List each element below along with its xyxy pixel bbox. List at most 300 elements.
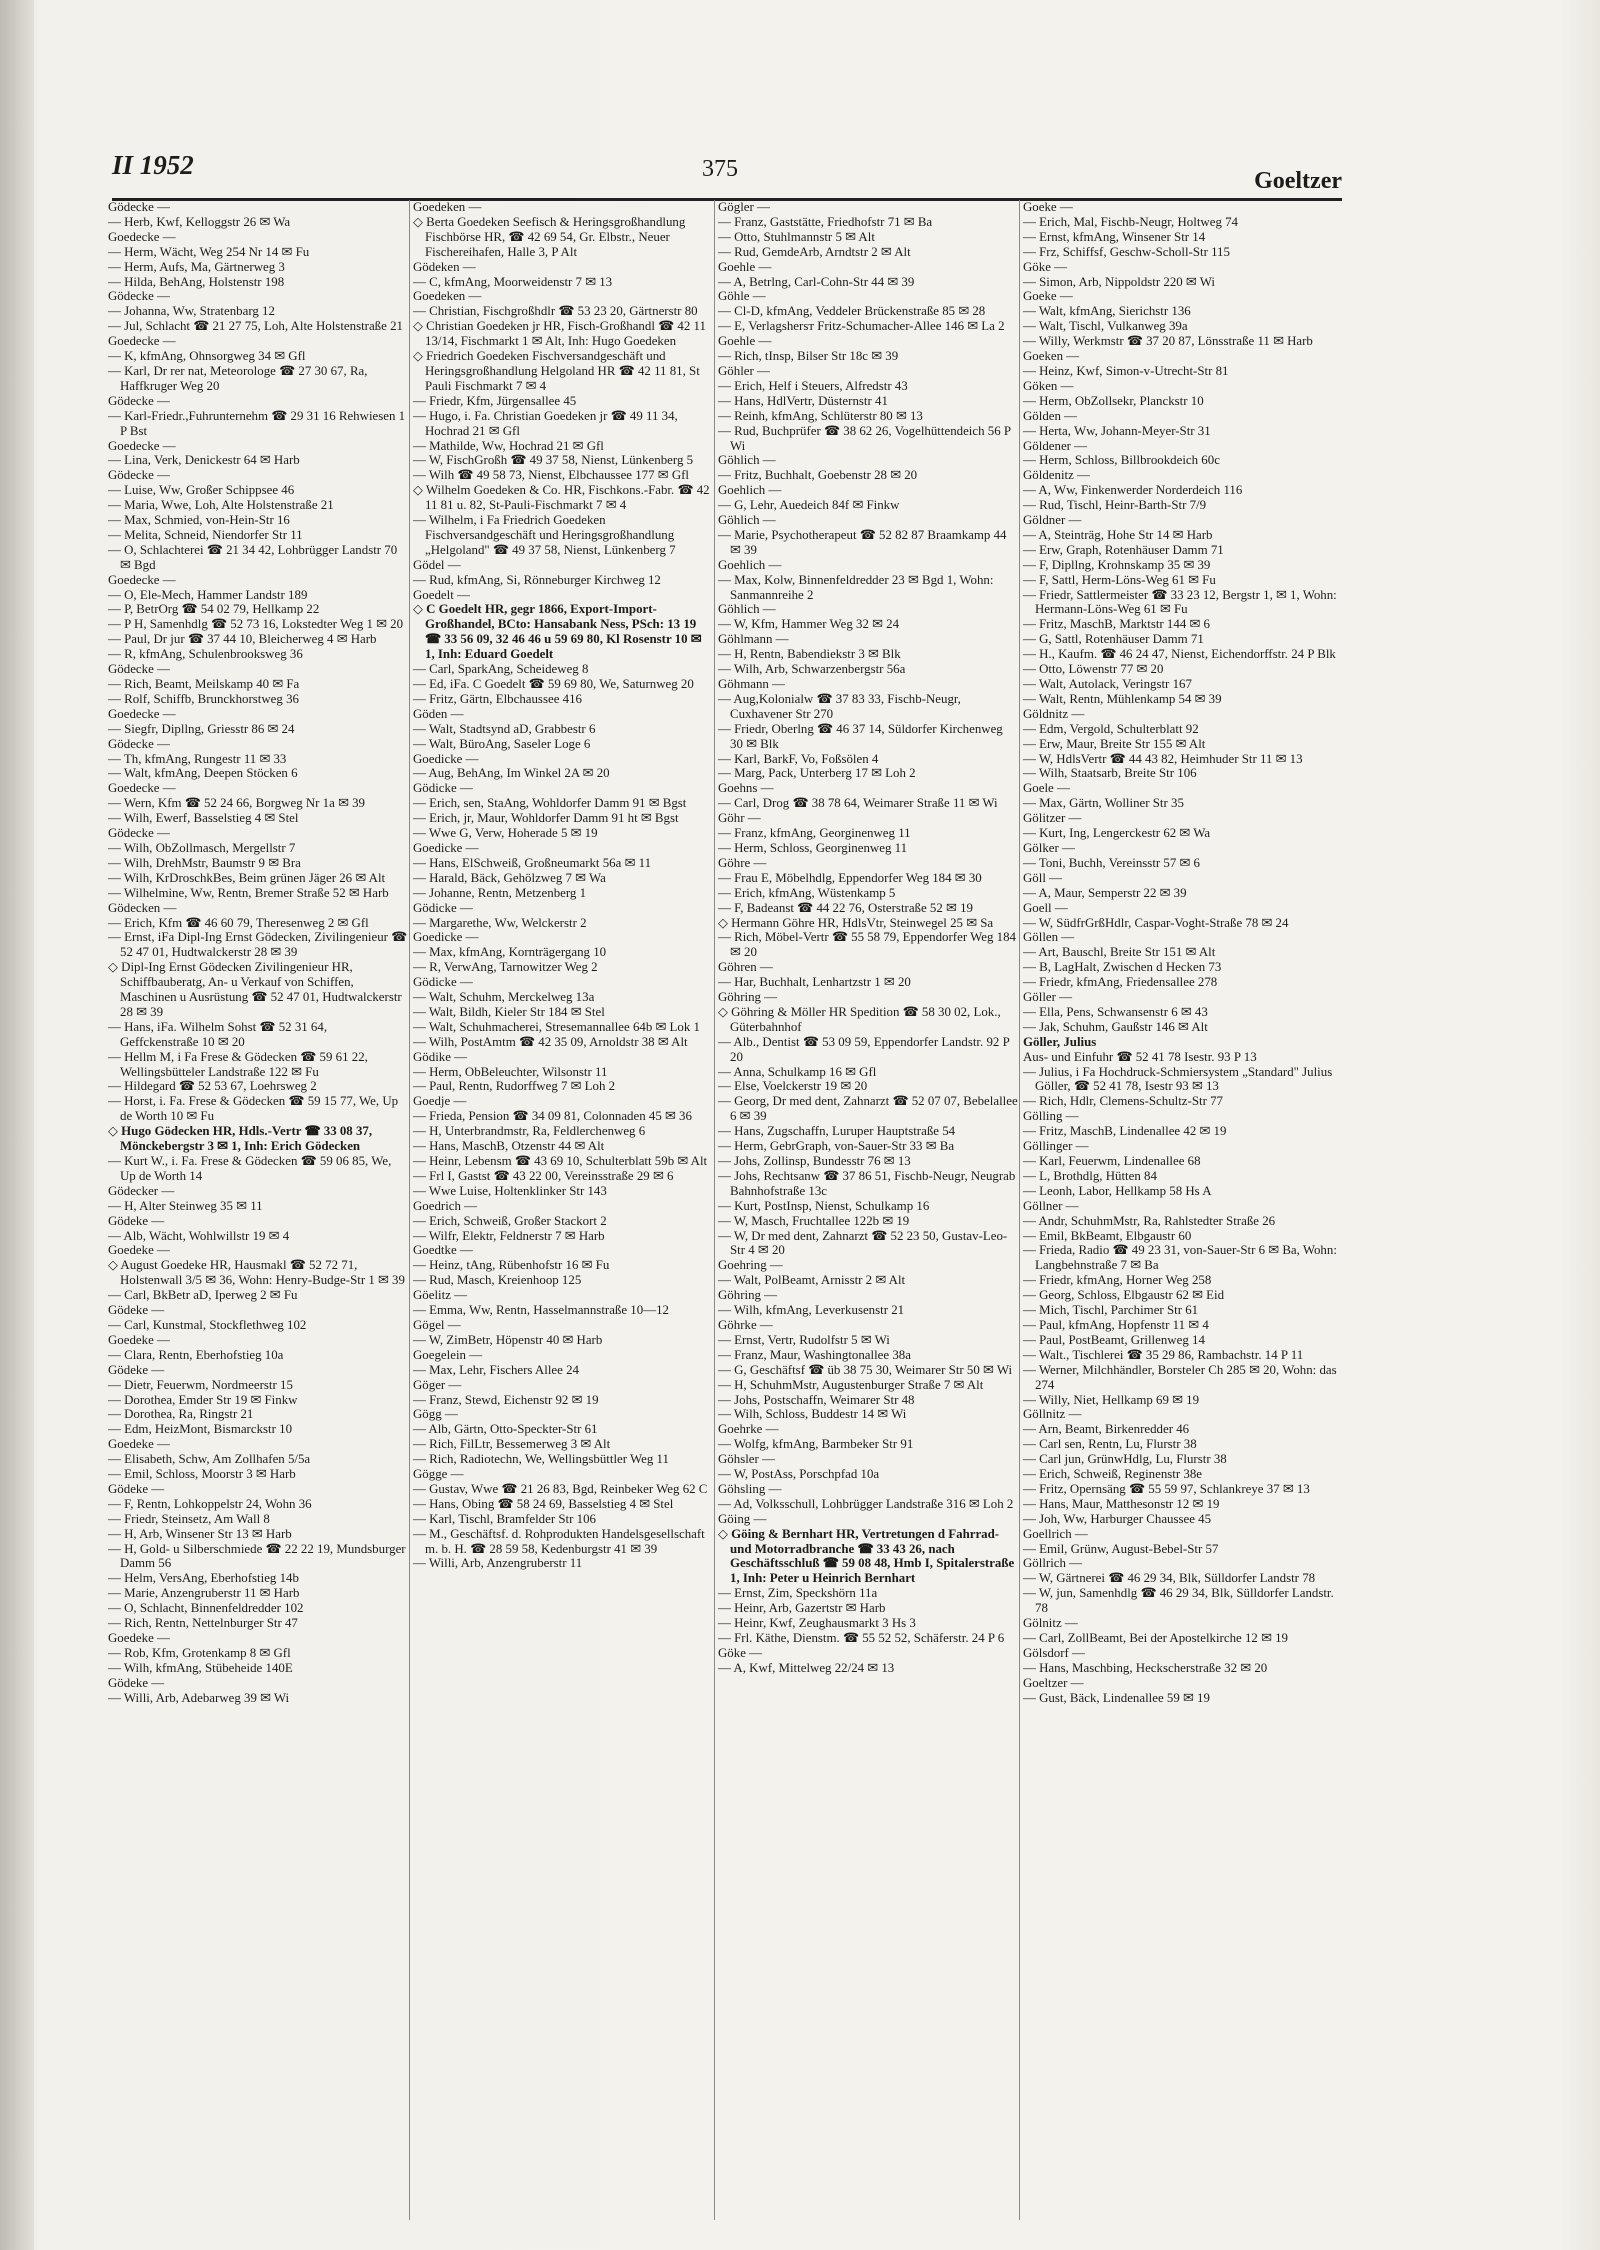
directory-entry: — Karl, Tischl, Bramfelder Str 106 <box>413 1511 596 1526</box>
directory-entry: — W, SüdfrGrßHdlr, Caspar-Voght-Straße 78 ✉ 24 <box>1023 915 1289 930</box>
directory-entry: Gödecke — <box>108 468 170 483</box>
directory-entry: — Har, Buchhalt, Lenhartzstr 1 ✉ 20 <box>718 975 911 990</box>
directory-entry: — Johs, Rechtsanw ☎ 37 86 51, Fischb-Neugr, Neugrab Bahnhofstraße 13c <box>718 1168 1019 1198</box>
directory-entry: Goedelt — <box>413 587 470 602</box>
directory-entry: Göllnitz — <box>1023 1407 1082 1422</box>
directory-entry: — Mathilde, Ww, Hochrad 21 ✉ Gfl <box>413 438 604 453</box>
directory-entry: Göhlich — <box>718 513 776 528</box>
directory-entry: — Wern, Kfm ☎ 52 24 66, Borgweg Nr 1a ✉ 39 <box>108 796 365 811</box>
directory-entry: — Franz, Gaststätte, Friedhofstr 71 ✉ Ba <box>718 214 933 229</box>
directory-entry: — Carl, ZollBeamt, Bei der Apostelkirche 12 ✉ 19 <box>1023 1631 1288 1645</box>
directory-entry: Goedecke — <box>108 334 176 349</box>
directory-entry: — Maria, Wwe, Loh, Alte Holstenstraße 21 <box>108 498 334 513</box>
directory-entry: — Horst, i. Fa. Frese & Gödecken ☎ 59 15 77, We, Up de Worth 10 ✉ Fu <box>108 1094 402 1124</box>
directory-entry: — Georg, Schloss, Elbgaustr 62 ✉ Eid <box>1023 1288 1225 1303</box>
directory-entry: — Herm, Wächt, Weg 254 Nr 14 ✉ Fu <box>108 244 310 259</box>
directory-entry: — A, Maur, Semperstr 22 ✉ 39 <box>1023 885 1187 900</box>
directory-entry: — Georg, Dr med dent, Zahnarzt ☎ 52 07 07, Bebelallee 6 ✉ 39 <box>718 1094 1018 1124</box>
directory-entry: — Rud, Masch, Kreienhoop 125 <box>413 1273 582 1288</box>
directory-entry: — Walt, PolBeamt, Arnisstr 2 ✉ Alt <box>718 1273 906 1288</box>
directory-entry: — Rich, Hdlr, Clemens-Schultz-Str 77 <box>1023 1094 1223 1109</box>
directory-entry: — Paul, PostBeamt, Grillenweg 14 <box>1023 1332 1205 1347</box>
directory-entry: Gölker — <box>1023 840 1075 855</box>
directory-entry: — Frz, Schiffsf, Geschw-Scholl-Str 115 <box>1023 244 1230 259</box>
directory-entry: — Hans, Maur, Matthesonstr 12 ✉ 19 <box>1023 1496 1220 1511</box>
directory-entry: ◇ Hugo Gödecken HR, Hdls.-Vertr ☎ 33 08 37, Mönckebergstr 3 ✉ 1, Inh: Erich Gödecken <box>108 1124 376 1154</box>
directory-entry: — Emil, Grünw, August-Bebel-Str 57 <box>1023 1541 1219 1556</box>
directory-entry: — Rich, Radiotechn, We, Wellingsbüttler Weg 11 <box>413 1452 669 1467</box>
directory-entry: Goedecke — <box>108 438 176 453</box>
directory-entry: — Hans, Obing ☎ 58 24 69, Basselstieg 4 ✉ Stel <box>413 1496 674 1511</box>
directory-entry: — Walt, kfmAng, Deepen Stöcken 6 <box>108 766 298 781</box>
directory-entry: — Walt, Schuhmacherei, Stresemannallee 64b ✉ Lok 1 <box>413 1019 700 1034</box>
directory-entry: — Aug, BehAng, Im Winkel 2A ✉ 20 <box>413 766 610 781</box>
page-header <box>112 138 1342 201</box>
directory-entry: — Rud, GemdeArb, Arndtstr 2 ✉ Alt <box>718 244 911 259</box>
directory-entry: — H, Unterbrandmstr, Ra, Feldlerchenweg 6 <box>413 1124 646 1139</box>
directory-entry: Göll — <box>1023 870 1063 885</box>
directory-entry: — Ed, iFa. C Goedelt ☎ 59 69 80, We, Saturnweg 20 <box>413 677 694 691</box>
directory-entry: — Wilh, Staatsarb, Breite Str 106 <box>1023 766 1197 781</box>
directory-entry: — Marie, Psychotherapeut ☎ 52 82 87 Braamkamp 44 ✉ 39 <box>718 527 1010 557</box>
directory-entry: Gödecken — <box>108 900 177 915</box>
directory-entry: — Franz, kfmAng, Georginenweg 11 <box>718 826 911 841</box>
directory-entry: — Rud, Buchprüfer ☎ 38 62 26, Vogelhüttendeich 56 P Wi <box>718 423 1014 453</box>
directory-entry: — F, Badeanst ☎ 44 22 76, Osterstraße 52 ✉ 19 <box>718 900 973 915</box>
directory-entry: — Fritz, MaschB, Marktstr 144 ✉ 6 <box>1023 617 1210 632</box>
directory-entry: — Wilhelmine, Ww, Rentn, Bremer Straße 52 ✉ Harb <box>108 885 389 900</box>
directory-entry: — C, kfmAng, Moorweidenstr 7 ✉ 13 <box>413 274 613 289</box>
directory-entry: — Rich, Rentn, Nettelnburger Str 47 <box>108 1616 298 1631</box>
directory-entry: — Karl, Feuerwm, Lindenallee 68 <box>1023 1154 1201 1168</box>
directory-entry: — Mich, Tischl, Parchimer Str 61 <box>1023 1303 1199 1318</box>
directory-entry: ◇ Hermann Göhre HR, HdlsVtr, Steinwegel 25 ✉ Sa <box>718 915 994 930</box>
directory-entry: — Reinh, kfmAng, Schlüterstr 80 ✉ 13 <box>718 408 923 423</box>
directory-entry: — Frl I, Gastst ☎ 43 22 00, Vereinsstraße 29 ✉ 6 <box>413 1168 674 1183</box>
column-divider <box>714 200 715 2220</box>
directory-entry: Goedecke — <box>108 229 176 244</box>
directory-entry: Goehle — <box>718 334 772 349</box>
directory-entry: — W, PostAss, Porschpfad 10a <box>718 1467 880 1482</box>
directory-entry: — Hildegard ☎ 52 53 67, Loehrsweg 2 <box>108 1079 317 1094</box>
directory-entry: — Erich, kfmAng, Wüstenkamp 5 <box>718 885 896 900</box>
directory-entry: Gögg — <box>413 1407 458 1422</box>
directory-entry: — Anna, Schulkamp 16 ✉ Gfl <box>718 1064 877 1079</box>
directory-entry: — Harald, Bäck, Gehölzweg 7 ✉ Wa <box>413 870 606 885</box>
directory-entry: — Rich, tInsp, Bilser Str 18c ✉ 39 <box>718 349 899 364</box>
directory-entry: — Hans, ElSchweiß, Großneumarkt 56a ✉ 11 <box>413 855 652 870</box>
directory-entry: Goedeken — <box>413 200 482 214</box>
directory-entry: — Walt, kfmAng, Sierichstr 136 <box>1023 304 1191 319</box>
directory-entry: Göhler — <box>718 363 770 378</box>
directory-entry: — Clara, Rentn, Eberhofstieg 10a <box>108 1347 284 1362</box>
directory-entry: — Jul, Schlacht ☎ 21 27 75, Loh, Alte Holstenstraße 21 <box>108 319 403 334</box>
directory-entry: — Frau E, Möbelhdlg, Eppendorfer Weg 184 ✉ 30 <box>718 870 982 885</box>
directory-entry: — Wwe G, Verw, Hoherade 5 ✉ 19 <box>413 826 598 841</box>
directory-entry: — Erich, Schweiß, Reginenstr 38e <box>1023 1467 1202 1482</box>
directory-entry: Göke — <box>1023 259 1068 274</box>
directory-entry: ◇ Dipl-Ing Ernst Gödecken Zivilingenieur HR, Schiffbauberatg, An- u Verkauf von Schiffen, Maschinen u Ausrüstung ☎ 52 47 01, Hudtwalckerstr 28 ✉ 39 <box>108 960 405 1019</box>
directory-entry: — Rich, FilLtr, Bessemerweg 3 ✉ Alt <box>413 1437 611 1452</box>
directory-entry: — W, Masch, Fruchtallee 122b ✉ 19 <box>718 1213 910 1228</box>
directory-entry: — Wwe Luise, Holtenklinker Str 143 <box>413 1183 607 1198</box>
directory-entry: — Max, Gärtn, Wolliner Str 35 <box>1023 796 1184 811</box>
directory-entry: Göllner — <box>1023 1198 1079 1213</box>
directory-entry: — Herm, Schloss, Billbrookdeich 60c <box>1023 453 1220 468</box>
directory-entry: — Joh, Ww, Harburger Chaussee 45 <box>1023 1511 1212 1526</box>
directory-entry: Goedicke — <box>413 840 479 855</box>
directory-entry: — Frl. Käthe, Dienstm. ☎ 55 52 52, Schäferstr. 24 P 6 <box>718 1631 1005 1645</box>
directory-entry: — G, Geschäftsf ☎ üb 38 75 30, Weimarer Str 50 ✉ Wi <box>718 1362 1013 1377</box>
directory-entry: — Heinr, Arb, Gazertstr ✉ Harb <box>718 1601 886 1616</box>
directory-entry: Goegelein — <box>413 1347 483 1362</box>
directory-entry: — Wolfg, kfmAng, Barmbeker Str 91 <box>718 1437 914 1452</box>
directory-entry: Goedeke — <box>108 1437 170 1452</box>
directory-entry: — Walt, Rentn, Mühlenkamp 54 ✉ 39 <box>1023 691 1222 706</box>
directory-entry: Goehns — <box>718 781 774 796</box>
directory-entry: — Wilh, kfmAng, Leverkusenstr 21 <box>718 1303 905 1318</box>
header-page-number: 375 <box>702 156 738 182</box>
directory-entry: — Paul, Rentn, Rudorffweg 7 ✉ Loh 2 <box>413 1079 616 1094</box>
directory-entry: Gögge — <box>413 1467 464 1482</box>
directory-entry: — G, Sattl, Rotenhäuser Damm 71 <box>1023 632 1204 647</box>
directory-entry: — Emil, BkBeamt, Elbgaustr 60 <box>1023 1228 1192 1243</box>
directory-entry: — Emil, Schloss, Moorstr 3 ✉ Harb <box>108 1467 296 1482</box>
directory-entry: — Erw, Graph, Rotenhäuser Damm 71 <box>1023 542 1224 557</box>
directory-entry: — Otto, Stuhlmannstr 5 ✉ Alt <box>718 229 875 244</box>
directory-entry: Gödicke — <box>413 781 473 796</box>
directory-entry: — Willy, Werkmstr ☎ 37 20 87, Lönsstraße 11 ✉ Harb <box>1023 334 1313 349</box>
directory-entry: — H, Gold- u Silberschmiede ☎ 22 22 19, Mundsburger Damm 56 <box>108 1541 409 1571</box>
directory-entry: Goedicke — <box>413 751 479 766</box>
directory-entry: Goedeke — <box>108 1243 170 1258</box>
page-binding-shadow <box>0 0 34 2250</box>
directory-entry: — Siegfr, Dipllng, Griesstr 86 ✉ 24 <box>108 721 295 736</box>
directory-entry: — Else, Voelckerstr 19 ✉ 20 <box>718 1079 868 1094</box>
directory-entry: ◇ Christian Goedeken jr HR, Fisch-Großhandl ☎ 42 11 13/14, Fischmarkt 1 ✉ Alt, Inh: Hugo Goedeken <box>413 319 710 349</box>
directory-entry: Goeken — <box>1023 349 1080 364</box>
directory-entry: — K, kfmAng, Ohnsorgweg 34 ✉ Gfl <box>108 349 306 364</box>
directory-entry: — Paul, kfmAng, Hopfenstr 11 ✉ 4 <box>1023 1317 1209 1332</box>
directory-entry: — Lina, Verk, Denickestr 64 ✉ Harb <box>108 453 300 468</box>
directory-entry: — Gustav, Wwe ☎ 21 26 83, Bgd, Reinbeker Weg 62 C <box>413 1481 708 1496</box>
directory-entry: Goedicke — <box>413 930 479 945</box>
directory-entry: Goeke — <box>1023 200 1073 214</box>
directory-entry: Goedtke — <box>413 1243 473 1258</box>
directory-entry: — Erich, Helf i Steuers, Alfredstr 43 <box>718 378 908 393</box>
directory-entry: Gödeke — <box>108 1303 165 1318</box>
directory-entry: — Erw, Maur, Breite Str 155 ✉ Alt <box>1023 736 1206 751</box>
directory-entry: Göldner — <box>1023 513 1082 528</box>
directory-entry: Goedecke — <box>108 572 176 587</box>
directory-entry: — Carl, BkBetr aD, Iperweg 2 ✉ Fu <box>108 1288 298 1303</box>
directory-entry: Gödecke — <box>108 393 170 408</box>
directory-entry: Göllrich — <box>1023 1556 1083 1571</box>
directory-entry: Göllinger — <box>1023 1139 1089 1154</box>
directory-entry: — Friedr, Kfm, Jürgensallee 45 <box>413 393 577 408</box>
column-4 <box>1023 200 1341 2230</box>
directory-entry: — Hellm M, i Fa Frese & Gödecken ☎ 59 61 22, Wellingsbütteler Landstraße 122 ✉ Fu <box>108 1049 371 1079</box>
directory-entry: — Wilh, Arb, Schwarzenbergstr 56a <box>718 662 906 677</box>
directory-entry: — Alb, Gärtn, Otto-Speckter-Str 61 <box>413 1422 598 1437</box>
directory-entry: — Max, Schmied, von-Hein-Str 16 <box>108 513 290 528</box>
directory-entry: — W, Gärtnerei ☎ 46 29 34, Blk, Sülldorfer Landstr 78 <box>1023 1571 1316 1586</box>
directory-entry: — Wilhelm, i Fa Friedrich Goedeken Fischversandgeschäft und Heringsgroßhandlung „Helgoland" ☎ 49 37 58, Nienst, Lünkenberg 7 <box>413 513 678 557</box>
directory-entry: — P, BetrOrg ☎ 54 02 79, Hellkamp 22 <box>108 602 320 617</box>
directory-entry: — Walt, Schuhm, Merckelweg 13a <box>413 990 595 1005</box>
directory-entry: — O, Schlachterei ☎ 21 34 42, Lohbrügger Landstr 70 ✉ Bgd <box>108 542 401 572</box>
directory-entry: — Ad, Volksschull, Lohbrügger Landstraße 316 ✉ Loh 2 <box>718 1496 1014 1511</box>
directory-entry: Göken — <box>1023 378 1074 393</box>
directory-entry: Goedrich — <box>413 1198 478 1213</box>
directory-entry: — Rob, Kfm, Grotenkamp 8 ✉ Gfl <box>108 1645 291 1660</box>
directory-entry: — H, Rentn, Babendiekstr 3 ✉ Blk <box>718 647 901 662</box>
directory-entry: — Wilh, KrDroschkBes, Beim grünen Jäger 26 ✉ Alt <box>108 870 386 885</box>
directory-entry: — Johanna, Ww, Stratenbarg 12 <box>108 304 275 319</box>
directory-entry: — F, Dipllng, Krohnskamp 35 ✉ 39 <box>1023 557 1211 572</box>
directory-entry: Gödeke — <box>108 1675 165 1690</box>
directory-entry: — Fritz, Buchhalt, Goebenstr 28 ✉ 20 <box>718 468 918 483</box>
directory-entry: — A, Ww, Finkenwerder Norderdeich 116 <box>1023 483 1243 498</box>
directory-entry: Gögler — <box>718 200 770 214</box>
directory-entry: — Marg, Pack, Unterberg 17 ✉ Loh 2 <box>718 766 916 781</box>
header-catchword: Goeltzer <box>1254 168 1342 194</box>
directory-entry: Gödeke — <box>108 1481 165 1496</box>
directory-entry: — Andr, SchuhmMstr, Ra, Rahlstedter Straße 26 <box>1023 1213 1276 1228</box>
directory-entry: ◇ Friedrich Goedeken Fischversandgeschäft und Heringsgroßhandlung Helgoland HR ☎ 42 11 81, St Pauli Fischmarkt 7 ✉ 4 <box>413 349 704 393</box>
directory-entry: Göhlmann — <box>718 632 789 647</box>
directory-entry: — Christian, Fischgroßhdlr ☎ 53 23 20, Gärtnerstr 80 <box>413 304 698 319</box>
directory-entry: — H, SchuhmMstr, Augustenburger Straße 7 ✉ Alt <box>718 1377 984 1392</box>
directory-entry: — Margarethe, Ww, Welckerstr 2 <box>413 915 587 930</box>
directory-entry: — B, LagHalt, Zwischen d Hecken 73 <box>1023 960 1222 975</box>
directory-entry: Gödeke — <box>108 1362 165 1377</box>
directory-entry: — Frieda, Pension ☎ 34 09 81, Colonnaden 45 ✉ 36 <box>413 1109 692 1124</box>
directory-entry: Göller, Julius <box>1023 1034 1097 1049</box>
directory-entry: Göhmann — <box>718 677 785 691</box>
directory-entry: — L, Brothdlg, Hütten 84 <box>1023 1168 1157 1183</box>
directory-entry: — Walt, Autolack, Veringstr 167 <box>1023 677 1192 691</box>
directory-entry: — Johs, Postschaffn, Weimarer Str 48 <box>718 1392 915 1407</box>
directory-entry: — Erich, sen, StaAng, Wohldorfer Damm 91 ✉ Bgst <box>413 796 687 811</box>
directory-entry: — Max, Kolw, Binnenfeldredder 23 ✉ Bgd 1, Wohn: Sanmannreihe 2 <box>718 572 997 602</box>
directory-entry: — Alb, Wächt, Wohlwillstr 19 ✉ 4 <box>108 1228 290 1243</box>
directory-entry: — Carl sen, Rentn, Lu, Flurstr 38 <box>1023 1437 1197 1452</box>
directory-entry: — Erich, Schweiß, Großer Stackort 2 <box>413 1213 607 1228</box>
directory-entry: — Art, Bauschl, Breite Str 151 ✉ Alt <box>1023 945 1216 960</box>
directory-entry: — F, Rentn, Lohkoppelstr 24, Wohn 36 <box>108 1496 312 1511</box>
directory-entry: — Wilh, Schloss, Buddestr 14 ✉ Wi <box>718 1407 907 1422</box>
directory-entry: — Rolf, Schiffb, Brunckhorstweg 36 <box>108 691 299 706</box>
directory-entry: — Karl, Dr rer nat, Meteorologe ☎ 27 30 67, Ra, Haffkruger Weg 20 <box>108 363 371 393</box>
directory-entry: Gödecke — <box>108 662 170 677</box>
directory-entry: Gölnitz — <box>1023 1616 1078 1631</box>
directory-entry: — Simon, Arb, Nippoldstr 220 ✉ Wi <box>1023 274 1215 289</box>
directory-entry: — Dietr, Feuerwm, Nordmeerstr 15 <box>108 1377 293 1392</box>
directory-entry: ◇ Göhring & Möller HR Spedition ☎ 58 30 02, Lok., Güterbahnhof <box>718 1004 1004 1034</box>
directory-entry: Gödecke — <box>108 289 170 304</box>
directory-entry: Goedeke — <box>108 1332 170 1347</box>
directory-entry: Gödike — <box>413 1049 468 1064</box>
directory-entry: — W, Dr med dent, Zahnarzt ☎ 52 23 50, Gustav-Leo-Str 4 ✉ 20 <box>718 1228 1008 1258</box>
directory-entry: — R, kfmAng, Schulenbrooksweg 36 <box>108 647 303 662</box>
directory-entry: — W, ZimBetr, Höpenstr 40 ✉ Harb <box>413 1332 603 1347</box>
directory-entry: Gödecke — <box>108 200 170 214</box>
directory-entry: — H, Arb, Winsener Str 13 ✉ Harb <box>108 1526 292 1541</box>
directory-entry: — Dorothea, Ra, Ringstr 21 <box>108 1407 254 1422</box>
directory-entry: Göelitz — <box>413 1288 468 1303</box>
directory-entry: — Werner, Milchhändler, Borsteler Ch 285 ✉ 20, Wohn: das 274 <box>1023 1362 1340 1392</box>
directory-entry: Gölsdorf — <box>1023 1645 1085 1660</box>
directory-entry: Göhle — <box>718 289 766 304</box>
directory-entry: Göller — <box>1023 990 1073 1005</box>
directory-entry: Gödecke — <box>108 736 170 751</box>
directory-entry: — P H, Samenhdlg ☎ 52 73 16, Lokstedter Weg 1 ✉ 20 <box>108 617 404 632</box>
directory-entry: — Arn, Beamt, Birkenredder 46 <box>1023 1422 1190 1437</box>
directory-entry: — Carl, SparkAng, Scheideweg 8 <box>413 662 589 677</box>
directory-entry: — Kurt W., i. Fa. Frese & Gödecken ☎ 59 06 85, We, Up de Worth 14 <box>108 1154 395 1183</box>
directory-entry: — Wilfr, Elektr, Feldnerstr 7 ✉ Harb <box>413 1228 605 1243</box>
directory-entry: — Karl-Friedr.,Fuhrunternehm ☎ 29 31 16 Rehwiesen 1 P Bst <box>108 408 409 438</box>
directory-entry: Goedeken — <box>413 289 482 304</box>
directory-entry: — Th, kfmAng, Rungestr 11 ✉ 33 <box>108 751 287 766</box>
directory-entry: — Gust, Bäck, Lindenallee 59 ✉ 19 <box>1023 1690 1210 1705</box>
directory-entry: — Willi, Arb, Anzengruberstr 11 <box>413 1556 583 1571</box>
directory-entry: — Aug,Kolonialw ☎ 37 83 33, Fischb-Neugr, Cuxhavener Str 270 <box>718 691 965 721</box>
directory-entry: — Carl jun, GrünwHdlg, Lu, Flurstr 38 <box>1023 1452 1227 1467</box>
column-divider <box>409 200 410 2220</box>
directory-entry: — Julius, i Fa Hochdruck-Schmiersystem „Standard" Julius Göller, ☎ 52 41 78, Isestr 93 ✉ 13 <box>1023 1064 1336 1094</box>
directory-entry: — W, Kfm, Hammer Weg 32 ✉ 24 <box>718 617 900 632</box>
directory-entry: — Hilda, BehAng, Holstenstr 198 <box>108 274 285 289</box>
directory-entry: — Ernst, Zim, Speckshörn 11a <box>718 1586 878 1601</box>
directory-entry: — Marie, Anzengruberstr 11 ✉ Harb <box>108 1586 300 1601</box>
directory-entry: — Walt, Bildh, Kieler Str 184 ✉ Stel <box>413 1004 605 1019</box>
directory-entry: Gödecker — <box>108 1183 175 1198</box>
directory-entry: Goehrke — <box>718 1422 779 1437</box>
directory-entry: — Franz, Maur, Washingtonallee 38a <box>718 1347 911 1362</box>
directory-entry: — Rud, Tischl, Heinr-Barth-Str 7/9 <box>1023 498 1207 513</box>
directory-entry: — Elisabeth, Schw, Am Zollhafen 5/5a <box>108 1452 311 1467</box>
directory-entry: Gögel — <box>413 1317 461 1332</box>
directory-entry: Goedeke — <box>108 1631 170 1645</box>
directory-entry: — Frieda, Radio ☎ 49 23 31, von-Sauer-Str 6 ✉ Ba, Wohn: Langbehnstraße 7 ✉ Ba <box>1023 1243 1341 1273</box>
directory-entry: — Herm, GebrGraph, von-Sauer-Str 33 ✉ Ba <box>718 1139 955 1154</box>
header-volume-year: II 1952 <box>112 150 194 180</box>
directory-entry: — Herm, ObBeleuchter, Wilsonstr 11 <box>413 1064 608 1079</box>
directory-entry: — A, Kwf, Mittelweg 22/24 ✉ 13 <box>718 1660 895 1675</box>
directory-entry: — Herb, Kwf, Kelloggstr 26 ✉ Wa <box>108 214 291 229</box>
directory-entry: — Heinz, Kwf, Simon-v-Utrecht-Str 81 <box>1023 363 1229 378</box>
directory-entry: Goehlich — <box>718 557 782 572</box>
directory-entry: — Heinr, Lebensm ☎ 43 69 10, Schulterblatt 59b ✉ Alt <box>413 1154 708 1168</box>
directory-entry: — Cl-D, kfmAng, Veddeler Brückenstraße 85 ✉ 28 <box>718 304 986 319</box>
column-2 <box>413 200 713 2230</box>
directory-entry: Goellrich — <box>1023 1526 1088 1541</box>
directory-entry: — H, Alter Steinweg 35 ✉ 11 <box>108 1198 263 1213</box>
directory-entry: — Herm, Schloss, Georginenweg 11 <box>718 840 908 855</box>
directory-entry: — Edm, HeizMont, Bismarckstr 10 <box>108 1422 293 1437</box>
directory-entry: ◇ C Goedelt HR, gegr 1866, Export-Import-Großhandel, BCto: Hansabank Ness, PSch: 13 19 ☎ 33 56 09, 32 46 46 u 59 69 80, Kl Rosenstr 10 ✉ 1, Inh: Eduard Goedelt <box>413 602 705 662</box>
directory-entry: — Toni, Buchh, Vereinsstr 57 ✉ 6 <box>1023 855 1200 870</box>
directory-entry: — Heinr, Kwf, Zeughausmarkt 3 Hs 3 <box>718 1616 916 1631</box>
directory-entry: — Max, kfmAng, Kornträgergang 10 <box>413 945 607 960</box>
directory-entry: — Friedr, Steinsetz, Am Wall 8 <box>108 1511 270 1526</box>
directory-entry: — Hugo, i. Fa. Christian Goedeken jr ☎ 49 11 34, Hochrad 21 ✉ Gfl <box>413 408 682 438</box>
directory-entry: — Dorothea, Emder Str 19 ✉ Finkw <box>108 1392 298 1407</box>
directory-entry: — Hans, Zugschaffn, Luruper Hauptstraße 54 <box>718 1124 956 1139</box>
directory-entry: — A, Steinträg, Hohe Str 14 ✉ Harb <box>1023 527 1213 542</box>
directory-entry: — Emma, Ww, Rentn, Hasselmannstraße 10—12 <box>413 1303 669 1318</box>
directory-entry: Göden — <box>413 706 464 721</box>
directory-entry: — Hans, iFa. Wilhelm Sohst ☎ 52 31 64, Geffckenstraße 10 ✉ 20 <box>108 1019 331 1049</box>
directory-entry: Göhrke — <box>718 1317 773 1332</box>
directory-entry: Göhring — <box>718 1288 778 1303</box>
directory-entry: — Walt, Tischl, Vulkanweg 39a <box>1023 319 1188 334</box>
directory-entry: — Wilh, ObZollmasch, Mergellstr 7 <box>108 840 296 855</box>
directory-entry: Aus- und Einfuhr ☎ 52 41 78 Isestr. 93 P 13 <box>1023 1049 1257 1064</box>
directory-entry: — Walt, BüroAng, Saseler Loge 6 <box>413 736 591 751</box>
directory-entry: Gölitzer — <box>1023 811 1082 826</box>
directory-entry: — Franz, Stewd, Eichenstr 92 ✉ 19 <box>413 1392 599 1407</box>
directory-entry: — Hans, Maschbing, Heckscherstraße 32 ✉ 20 <box>1023 1660 1268 1675</box>
directory-entry: — Walt., Tischlerei ☎ 35 29 86, Rambachstr. 14 P 11 <box>1023 1347 1304 1362</box>
directory-entry: — Wilh, DrehMstr, Baumstr 9 ✉ Bra <box>108 855 301 870</box>
directory-entry: — M., Geschäftsf. d. Rohprodukten Handelsgesellschaft m. b. H. ☎ 28 59 58, Kedenburgstr 41 ✉ 39 <box>413 1526 708 1556</box>
directory-entry: — Friedr, kfmAng, Horner Weg 258 <box>1023 1273 1212 1288</box>
directory-entry: — H., Kaufm. ☎ 46 24 47, Nienst, Eichendorffstr. 24 P Blk <box>1023 647 1336 662</box>
directory-entry: — Carl, Kunstmal, Stockflethweg 102 <box>108 1317 307 1332</box>
directory-entry: — Wilh, PostAmtm ☎ 42 35 09, Arnoldstr 38 ✉ Alt <box>413 1034 688 1049</box>
directory-entry: Gödicke — <box>413 900 473 915</box>
directory-entry: — Alb., Dentist ☎ 53 09 59, Eppendorfer Landstr. 92 P 20 <box>718 1034 1013 1064</box>
directory-entry: — Friedr, kfmAng, Friedensallee 278 <box>1023 975 1218 990</box>
directory-entry: — Melita, Schneid, Niendorfer Str 11 <box>108 527 303 542</box>
directory-entry: Goele — <box>1023 781 1070 796</box>
directory-entry: Göhren — <box>718 960 773 975</box>
directory-entry: — Heinz, tAng, Rübenhofstr 16 ✉ Fu <box>413 1258 610 1273</box>
directory-entry: Gödeke — <box>108 1213 165 1228</box>
directory-entry: — Fritz, MaschB, Lindenallee 42 ✉ 19 <box>1023 1124 1227 1139</box>
directory-entry: Göhre — <box>718 855 767 870</box>
directory-entry: — Ernst, iFa Dipl-Ing Ernst Gödecken, Zivilingenieur ☎ 52 47 01, Hudtwalckerstr 28 ✉ 39 <box>108 930 408 960</box>
directory-entry: — Ernst, Vertr, Rudolfstr 5 ✉ Wi <box>718 1332 890 1347</box>
directory-entry: Gödeken — <box>413 259 476 274</box>
directory-entry: — Fritz, Opernsäng ☎ 55 59 97, Schlankreye 37 ✉ 13 <box>1023 1481 1310 1496</box>
directory-entry: — Ella, Pens, Schwansenstr 6 ✉ 43 <box>1023 1004 1208 1019</box>
directory-entry: — Johs, Zollinsp, Bundesstr 76 ✉ 13 <box>718 1154 911 1168</box>
directory-entry: — Wilh ☎ 49 58 73, Nienst, Elbchaussee 177 ✉ Gfl <box>413 468 690 483</box>
directory-entry: — Herm, Aufs, Ma, Gärtnerweg 3 <box>108 259 285 274</box>
directory-entry: ◇ Wilhelm Goedeken & Co. HR, Fischkons.-Fabr. ☎ 42 11 81 u. 82, St-Pauli-Fischmarkt 7 ✉ 4 <box>413 483 713 513</box>
directory-entry: — Hans, HdlVertr, Düsternstr 41 <box>718 393 888 408</box>
directory-entry: Göhlich — <box>718 602 776 617</box>
directory-entry: Goehle — <box>718 259 772 274</box>
directory-entry: — Walt, Stadtsynd aD, Grabbestr 6 <box>413 721 596 736</box>
directory-entry: — Herm, ObZollsekr, Planckstr 10 <box>1023 393 1204 408</box>
directory-entry: — Jak, Schuhm, Gaußstr 146 ✉ Alt <box>1023 1019 1208 1034</box>
directory-entry: — Kurt, Ing, Lengerckestr 62 ✉ Wa <box>1023 826 1211 841</box>
directory-entry: — Otto, Löwenstr 77 ✉ 20 <box>1023 662 1164 677</box>
directory-entry: Goeltzer — <box>1023 1675 1084 1690</box>
directory-entry: — G, Lehr, Auedeich 84f ✉ Finkw <box>718 498 900 513</box>
directory-entry: — Karl, BarkF, Vo, Foßsölen 4 <box>718 751 879 766</box>
directory-entry: Göhsler — <box>718 1452 775 1467</box>
directory-entry: Göger — <box>413 1377 462 1392</box>
column-3 <box>718 200 1018 2230</box>
directory-entry: Goehring — <box>718 1258 783 1273</box>
directory-entry: — Rich, Möbel-Vertr ☎ 55 58 79, Eppendorfer Weg 184 ✉ 20 <box>718 930 1020 960</box>
